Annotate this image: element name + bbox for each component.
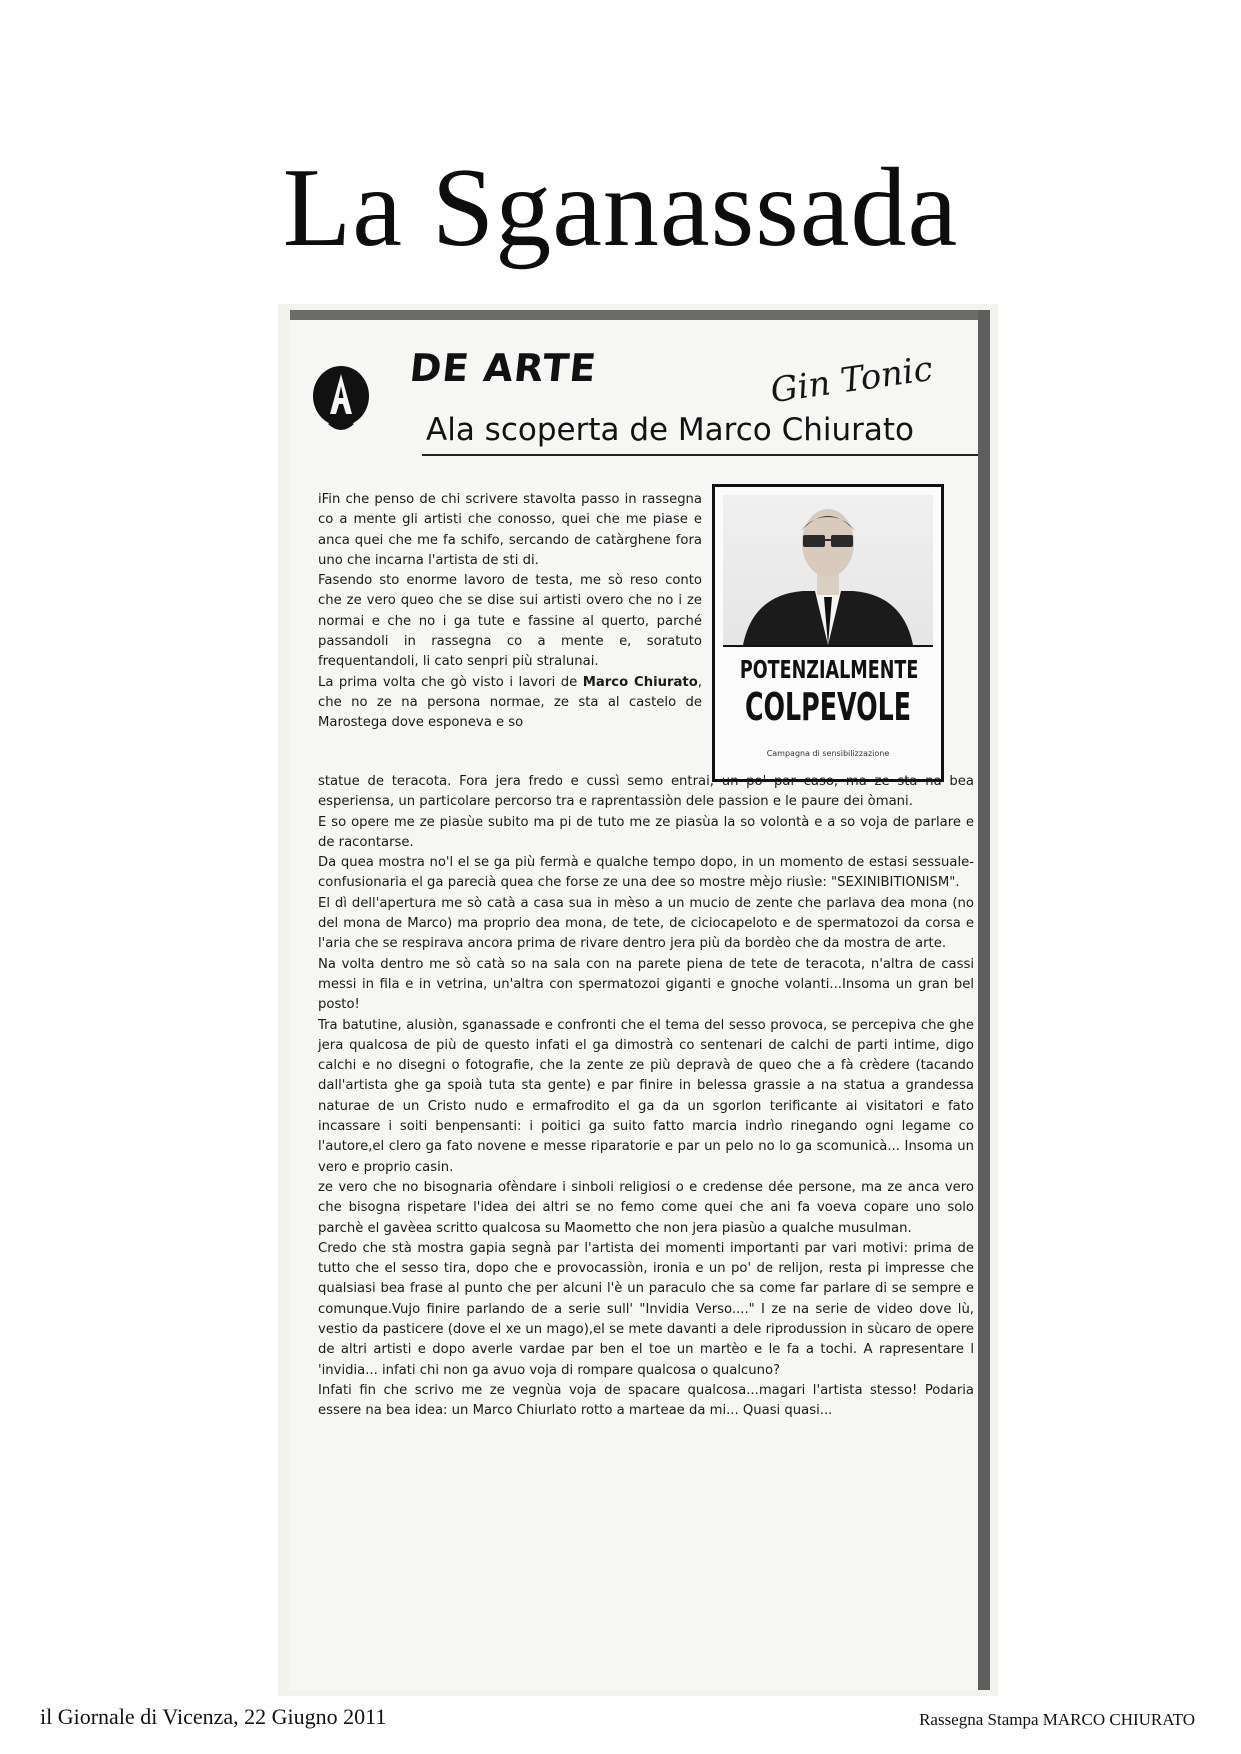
press-review-label: Rassegna Stampa MARCO CHIURATO [919, 1710, 1195, 1729]
campaign-caption: Campagna di sensibilizzazione [766, 749, 890, 758]
portrait-photo [723, 495, 933, 647]
source-citation: il Giornale di Vicenza, 22 Giugno 2011 [40, 1704, 387, 1729]
author-signature: Gin Tonic [768, 348, 936, 412]
column-logo-icon [312, 364, 370, 434]
paragraph: iFin che penso de chi scrivere stavolta passo in rassegna co a mente gli artisti che conosso, quei che me piase e anca quei che me fa schifo, sercando de catàrghene fora uno che incarna l'artista de sti di. [318, 492, 702, 568]
campaign-line-2: COLPEVOLE [744, 685, 911, 729]
campaign-poster [712, 484, 944, 782]
paragraph: statue de teracota. Fora jera fredo e cussì semo entrai, un po' par caso, ma ze sta na bea esperiensa, un particolare percorso tra e raprentassiòn dele passion e le paure dei òmani. [318, 774, 974, 810]
campaign-title [715, 655, 941, 729]
paragraph: Na volta dentro me sò catà so na sala con na parete piena de tete de teracota, n'altra de cassi messi in fila e in vetrina, un'altra con spermatozoi giganti e gnoche volanti...Insoma un gran bel posto! [318, 956, 974, 1013]
page-title: La Sganassada [282, 146, 959, 270]
paragraph: Infati fin che scrivo me ze vegnùa voja de spacare qualcosa...magari l'artista stesso! Podaria essere na bea idea: un Marco Chiurlato rotto a marteae da mi... Quasi quasi... [318, 1382, 974, 1419]
clipping-right-border [978, 310, 990, 1690]
artist-name: Marco Chiurato [582, 674, 698, 690]
portrait-figure-icon [723, 495, 933, 645]
paragraph: Fasendo sto enorme lavoro de testa, me sò reso conto che ze vero queo che se dise sui artisti overo che no i ze normai e che no i ga tute e fassine al querto, parché passandoli in rassegna co a mente e, soratuto frequentandoli, li cato senpri più stralunai. [318, 573, 702, 670]
paragraph: Da quea mostra no'l el se ga più fermà e qualche tempo dopo, in un momento de estasi sessuale-confusionaria el ga parecià quea che forse ze una dee so mostre mèjo riusìe: "SEXINIBITIONISM". [318, 855, 974, 891]
campaign-line-1: POTENZIALMENTE [739, 655, 919, 684]
paragraph: El dì dell'apertura me sò catà a casa sua in mèso a un mucio de zente che parlava dea mona (no del mona de Marco) ma proprio dea mona, de tete, de ciciocapeloto e de spermatozoi da corsa e l'aria che se respirava ancora prima de rivare dentro jera più da bordèo che da mostra de arte. [318, 895, 974, 952]
newspaper-clipping [278, 304, 998, 1696]
article-column-narrow [318, 490, 702, 734]
article-headline: Ala scoperta de Marco Chiurato [426, 412, 915, 448]
paragraph-text: La prima volta che gò visto i lavori de [318, 674, 583, 690]
paragraph-text: , che no ze na persona normae, ze sta al castelo de Marostega dove esponeva e so [318, 674, 702, 731]
paragraph: Tra batutine, alusiòn, sganassade e confronti che el tema del sesso provoca, se percepiva che ghe jera qualcosa de più de questo infati el ga dimostrà co sentenari de calchi de parti intime, digo calchi e no disegni o fotografie, che la zente ze più depravà de queo che a fà crèdere (tacando dall'artista ghe ga spoià tuta sta gente) e par finire in belessa grassie a na statua a grandessa naturae de un Cristo nudo e ermafrodito el ga da un sgorlon terificante ai visitatori e fato incassare i soiti benpensanti: i poitici ga suito fatto marcia indrìo rinegando ogni legame co l'autore,el clero ga fato novene e messe riparatorie e par un pelo no lo ga scomunicà... Insoma un vero e proprio casin. [318, 1017, 974, 1175]
headline-rule [422, 454, 978, 456]
paragraph [318, 673, 702, 734]
paragraph: ze vero che no bisognaria ofèndare i sinboli religiosi o e credense dée persone, ma ze anca vero che bisogna rispetare l'idea dei altri se no femo come quei che ani fa voeva copare uno solo parchè el gavèea scritto qualcosa su Maometto che non jera piasùo a qualche musulman. [318, 1179, 974, 1236]
paragraph: Credo che stà mostra gapia segnà par l'artista dei momenti importanti par vari motivi: prima de tutto che el sesso tira, dopo che e provocassiòn, ironia e un po' de relijon, resta pi impresse che qualsiasi bea frase al punto che per alcuni l'è un paraculo che sa come far parlare di se sempre e comunque.Vujo finire parlando de a serie sull' "Invidia Verso...." I ze na serie de video dove lù, vestio da pasticere (dove el xe un mago),el se mete davanti a dele riprodussion in sùcaro de opere de altri artisti e dopo averle vardae par ben el toe un martèo e le fa a tochi. A rapresentare l 'invidia... infati chi non ga avuo voja di rompare qualcosa o qualcuno? [318, 1240, 974, 1378]
section-name: DE ARTE [407, 346, 599, 390]
clipping-article [290, 320, 978, 1690]
paragraph: E so opere me ze piasùe subito ma pi de tuto me ze piasùa la so volontà e a so voja de parlare e de racontarse. [318, 814, 974, 850]
article-column-wide [318, 772, 974, 1422]
clipping-top-border [290, 310, 990, 320]
